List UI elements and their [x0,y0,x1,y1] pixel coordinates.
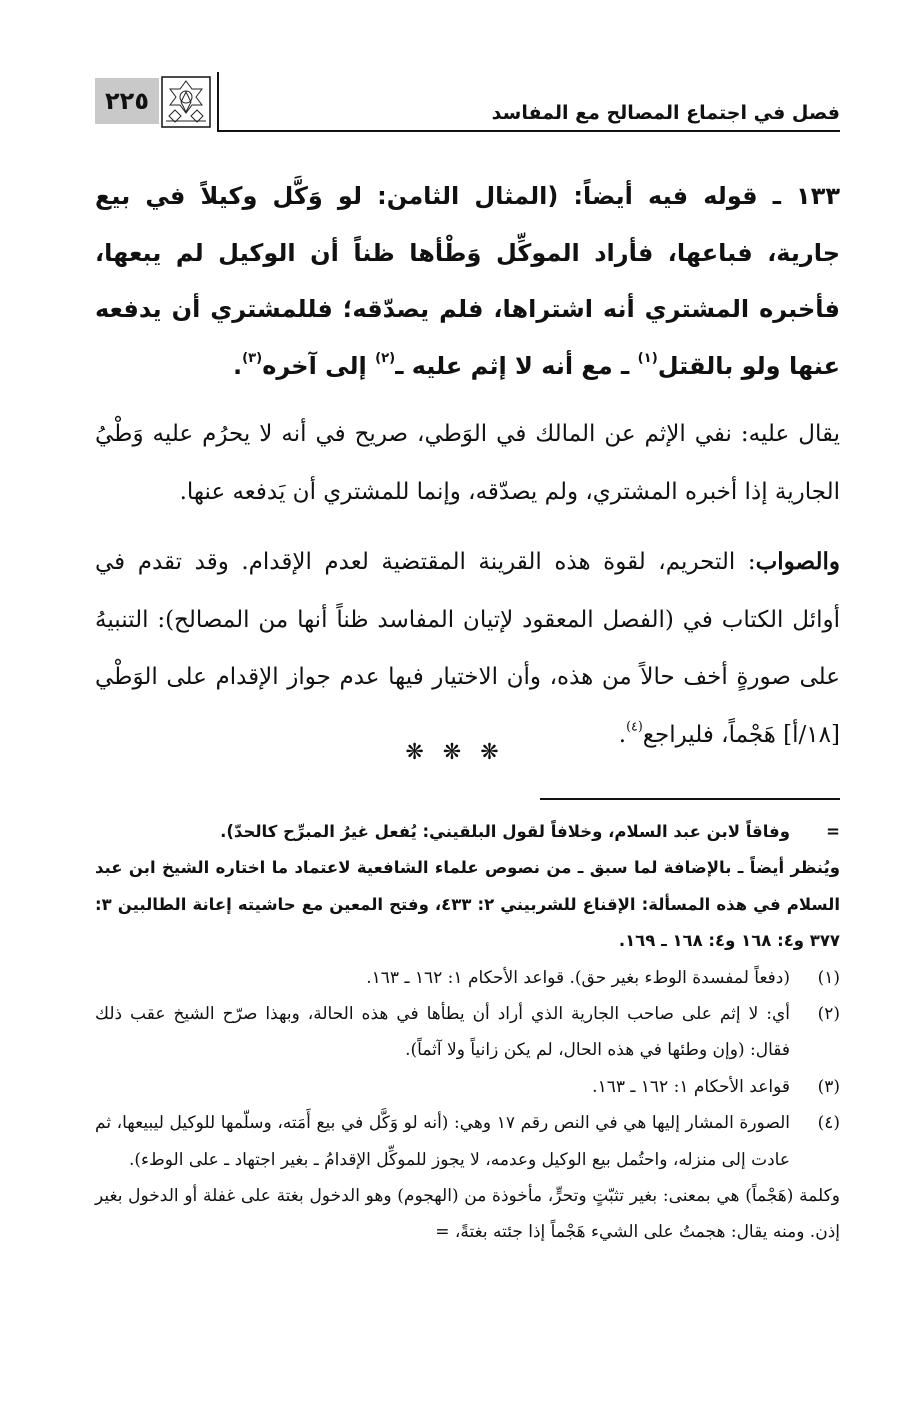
footnote-ref-2: (٢) [375,350,396,366]
footnote-ref-1: (١) [637,350,658,366]
continuation-mark: = [826,822,840,841]
geometric-ornament-icon [161,76,211,128]
para3-text-a: : التحريم، لقوة هذه القرينة المقتضية لعدم الإقدام. وقد تقدم في أوائل الكتاب في (الفصل المعقود لإتيان المفاسد ظناً أنها من المصالح): التنبيهُ على صورةٍ أخف حالاً من هذه، وأن الاختيار فيها عدم جواز الإقدام على الوَطْي [١٨/أ] هَجْماً، فليراجع [95,549,840,748]
footnote-continuation [95,814,840,850]
lead-word: والصواب [755,548,840,575]
para3-text-b: . [618,721,627,748]
header-divider [217,72,219,130]
running-title: فصل في اجتماع المصالح مع المفاسد [491,102,840,124]
footnote-text: أي: لا إثم على صاحب الجارية الذي أراد أن يطأها في هذه الحالة، وبهذا صرّح الشيخ عقب ذلك فقال: (وإن وطئها في هذه الحال، لم يكن زانياً ولا آثماً). [95,1004,790,1061]
footnote-ref-4: (٤) [626,718,643,734]
footnote-mark: (٣) [817,1076,840,1097]
footnotes [95,814,840,1251]
footnote-text: الصورة المشار إليها هي في النص رقم ١٧ وهي: (أنه لو وَكَّل في بيع أَمَته، وسلّمها للوكيل ليبيعها، ثم عادت إلى منزله، واحتُمل بيع الوكيل وعدمه، لا يجوز للموكِّل الإقدامُ ـ بغير اجتهاد ـ على الوطء). [95,1113,790,1170]
para1-text-b: ـ مع أنه لا إثم عليه ـ [395,351,638,380]
footnote-ref-3: (٣) [242,350,263,366]
footnote-item [95,960,840,996]
paragraph-correct [95,533,840,764]
footnote-text: قواعد الأحكام ١: ١٦٢ ـ ١٦٣. [592,1076,790,1097]
footnote-item [95,996,840,1069]
paragraph-133 [95,168,840,394]
footnote-text: (دفعاً لمفسدة الوطء بغير حق). قواعد الأحكام ١: ١٦٢ ـ ١٦٣. [366,967,790,988]
footnote-item [95,1105,840,1178]
page-header [95,70,840,130]
footnote-item [95,1069,840,1105]
para1-text-c: إلى آخره [262,351,376,380]
paragraph-comment: يقال عليه: نفي الإثم عن المالك في الوَطي، صريح في أنه لا يحرُم عليه وَطْيُ الجارية إذا أخبره المشتري، ولم يصدّقه، وإنما للمشتري أن يَدفعه عنها. [95,421,840,505]
continuation-paragraph: ويُنظر أيضاً ـ بالإضافة لما سبق ـ من نصوص علماء الشافعية لاعتماد ما اختاره الشيخ ابن عبد السلام في هذه المسألة: الإقناع للشربيني ٢: ٤٣٣، وفتح المعين مع حاشيته إعانة الطالبين ٣: ٣٧٧ و٤: ١٦٨ و٤: ١٦٨ ـ ١٦٩. [95,858,841,951]
page-number-box [95,78,159,124]
footnote-mark: (٢) [817,1004,840,1025]
para1-text-a: ١٣٣ ـ قوله فيه أيضاً: (المثال الثامن: لو وَكَّل وكيلاً في بيع جارية، فباعها، فأراد الموكِّل وَطْأها ظناً أن الوكيل لم يبعها، فأخبره المشتري أنه اشتراها، فلم يصدّقه؛ فللمشتري أن يدفعه عنها ولو بالقتل [95,182,840,380]
main-text [95,168,840,764]
continuation-text: وفاقاً لابن عبد السلام، وخلافاً لقول البلقيني: يُفعل غيرُ المبرِّح كالحدّ). [220,822,790,841]
page-number: ٢٢٥ [105,87,149,115]
header-rule [217,130,840,132]
para1-text-d: . [232,351,243,380]
footnote-4-continuation: وكلمة (هَجْماً) هي بمعنى: بغير تثبّتٍ وتحرٍّ، مأخوذة من (الهجوم) وهو الدخول بغتة على غفلة أو الدخول بغير إذن. ومنه يقال: هجمتُ على الشيء هَجْماً إذا جئته بغتةً، = [95,1186,840,1243]
footnote-rule [540,798,840,800]
footnote-mark: (١) [817,967,840,988]
section-separator: ❋ ❋ ❋ [405,740,505,765]
footnote-mark: (٤) [817,1113,840,1134]
